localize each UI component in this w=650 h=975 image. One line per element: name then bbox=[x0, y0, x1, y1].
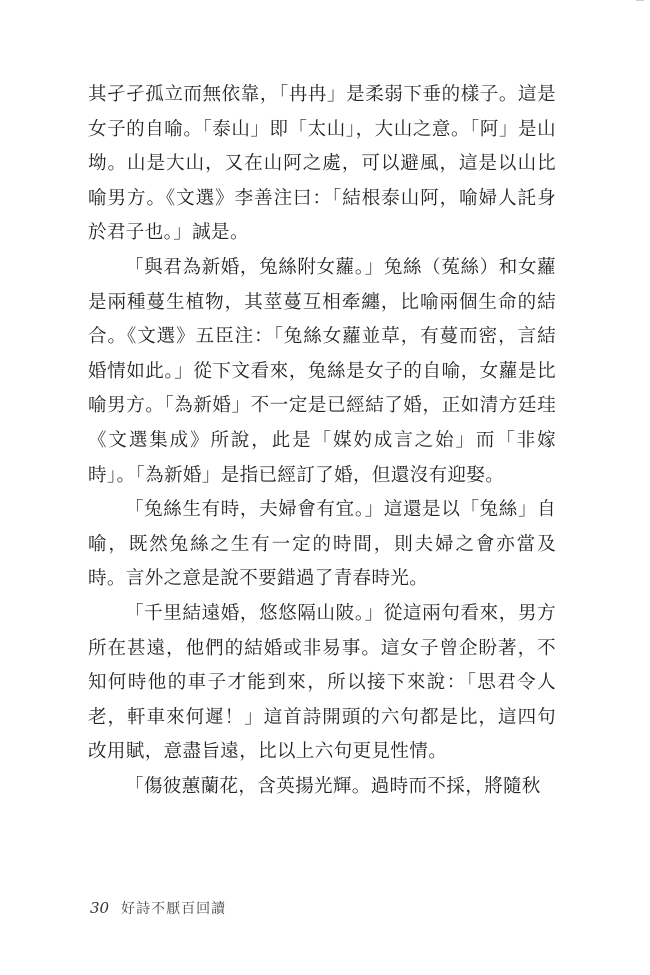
page-number: 30 bbox=[90, 899, 110, 917]
paragraph-3: 「兔絲生有時，夫婦會有宜。」這還是以「兔絲」自喻，既然兔絲之生有一定的時間，則夫婦之會亦當及時。言外之意是說不要錯過了青春時光。 bbox=[88, 499, 556, 590]
book-title: 好詩不厭百回讀 bbox=[121, 901, 227, 917]
corner-crop-mark bbox=[636, 0, 644, 1]
paragraph-2: 「與君為新婚，兔絲附女蘿。」兔絲（菟絲）和女蘿是兩種蔓生植物，其莖蔓互相牽纏，比喻兩個生命的結合。《文選》五臣注：「兔絲女蘿並草，有蔓而密，言結婚情如此。」從下文看來，兔絲是女子的自喻，女蘿是比喻男方。「為新婚」不一定是已經結了婚，正如清方廷珪《文選集成》所說，此是「媒妁成言之始」而「非嫁時」。「為新婚」是指已經訂了婚，但還沒有迎娶。 bbox=[88, 256, 556, 486]
page-footer bbox=[90, 898, 226, 918]
body-text bbox=[88, 78, 556, 804]
paragraph-4: 「千里結遠婚，悠悠隔山陂。」從這兩句看來，男方所在甚遠，他們的結婚或非易事。這女子曾企盼著，不知何時他的車子才能到來，所以接下來說：「思君令人老，軒車來何遲！」這首詩開頭的六句都是比，這四句改用賦，意盡旨遠，比以上六句更見性情。 bbox=[88, 602, 556, 763]
paragraph-5: 「傷彼蕙蘭花，含英揚光輝。過時而不採，將隨秋 bbox=[125, 775, 541, 797]
paragraph-1: 其孑孑孤立而無依靠，「冉冉」是柔弱下垂的樣子。這是女子的自喻。「泰山」即「太山」，大山之意。「阿」是山坳。山是大山，又在山阿之處，可以避風，這是以山比喻男方。《文選》李善注曰：「結根泰山阿，喻婦人託身於君子也。」誠是。 bbox=[88, 84, 556, 244]
